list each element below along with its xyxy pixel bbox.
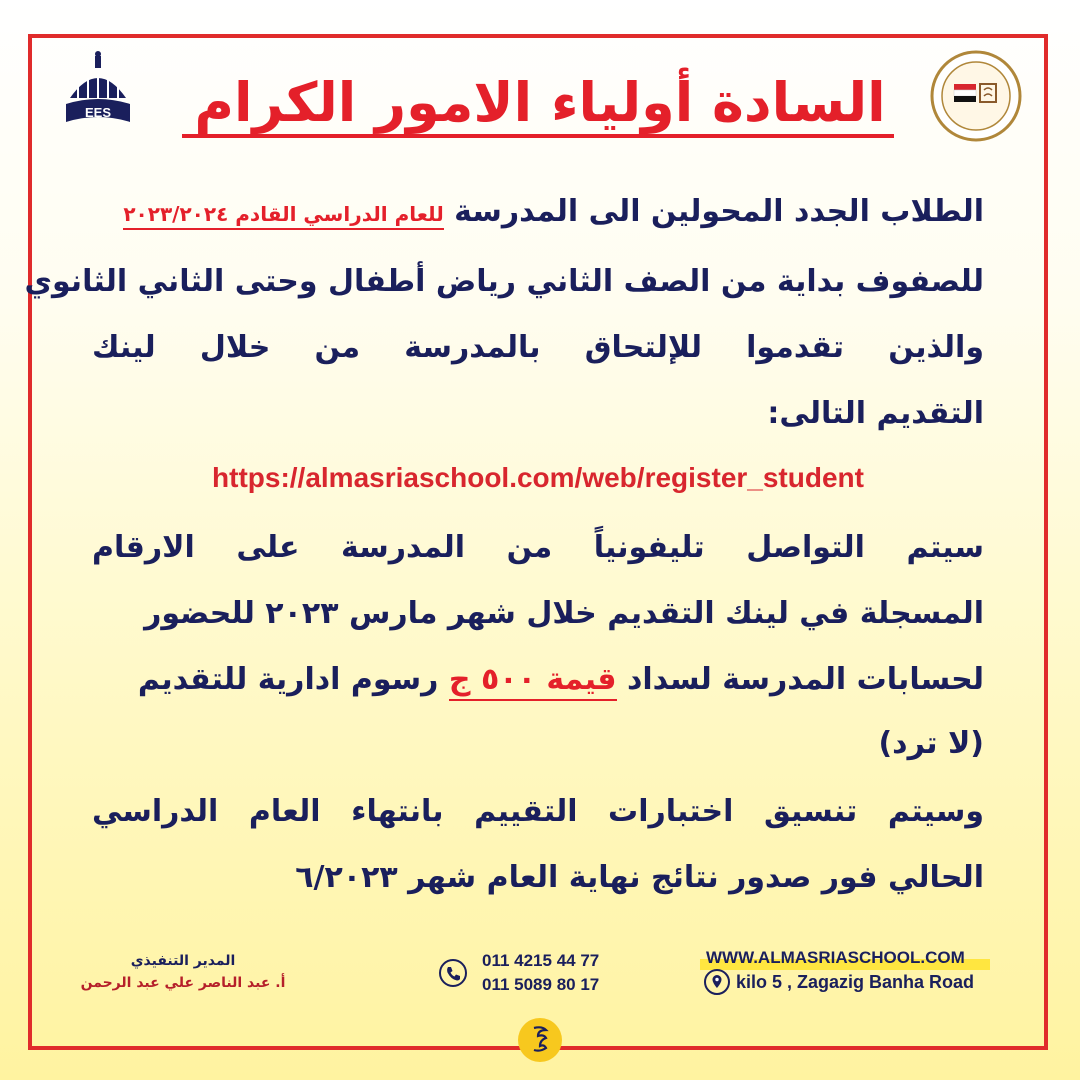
body-line-1-main: الطلاب الجدد المحولين الى المدرسة bbox=[454, 194, 984, 229]
body-line-7 bbox=[92, 656, 984, 704]
signature-emblem-icon bbox=[516, 1016, 564, 1064]
ministry-seal-icon bbox=[930, 50, 1022, 142]
ees-logo-text: EES bbox=[84, 105, 112, 120]
body-line-2: للصفوف بداية من الصف الثاني رياض أطفال وحتى الثاني الثانوي bbox=[24, 264, 984, 299]
fee-amount: قيمة ٥٠٠ ج bbox=[449, 662, 617, 701]
body-line-4: التقديم التالى: bbox=[767, 396, 984, 431]
address-text: kilo 5 , Zagazig Banha Road bbox=[736, 971, 975, 992]
phone-number-2[interactable]: 011 5089 80 17 bbox=[482, 975, 600, 994]
body-line-3: والذين تقدموا للإلتحاق بالمدرسة من خلال لينك bbox=[92, 330, 984, 365]
title-underline bbox=[182, 134, 894, 138]
body-line-5: سيتم التواصل تليفونياً من المدرسة على الارقام bbox=[92, 530, 984, 565]
phone-number-1[interactable]: 011 4215 44 77 bbox=[482, 951, 600, 970]
director-block bbox=[60, 950, 306, 998]
location-pin-icon bbox=[704, 969, 730, 995]
body-line-7-end: رسوم ادارية للتقديم bbox=[137, 662, 439, 697]
phone-block bbox=[438, 948, 638, 998]
body-line-8: (لا ترد) bbox=[878, 726, 984, 761]
body-line-6: المسجلة في لينك التقديم خلال شهر مارس ٢٠٢٣ للحضور bbox=[144, 596, 984, 631]
page-title: السادة أولياء الامور الكرام bbox=[194, 71, 886, 134]
address bbox=[704, 966, 994, 998]
body-line-1 bbox=[92, 188, 984, 238]
phone-icon bbox=[438, 958, 468, 988]
register-link[interactable]: https://almasriaschool.com/web/register_student bbox=[212, 462, 864, 493]
body-line-9: وسيتم تنسيق اختبارات التقييم بانتهاء العام الدراسي bbox=[92, 794, 984, 829]
director-name: أ. عبد الناصر علي عبد الرحمن bbox=[80, 975, 286, 991]
director-title: المدير التنفيذي bbox=[130, 953, 236, 969]
body-line-10: الحالي فور صدور نتائج نهاية العام شهر ٦/٢٠٢٣ bbox=[295, 860, 984, 895]
ees-logo-icon bbox=[58, 46, 138, 126]
body-line-1-highlight: للعام الدراسي القادم ٢٠٢٣/٢٠٢٤ bbox=[123, 202, 443, 230]
website-link[interactable]: WWW.ALMASRIASCHOOL.COM bbox=[700, 946, 990, 970]
body-line-7-start: لحسابات المدرسة لسداد bbox=[627, 662, 984, 697]
